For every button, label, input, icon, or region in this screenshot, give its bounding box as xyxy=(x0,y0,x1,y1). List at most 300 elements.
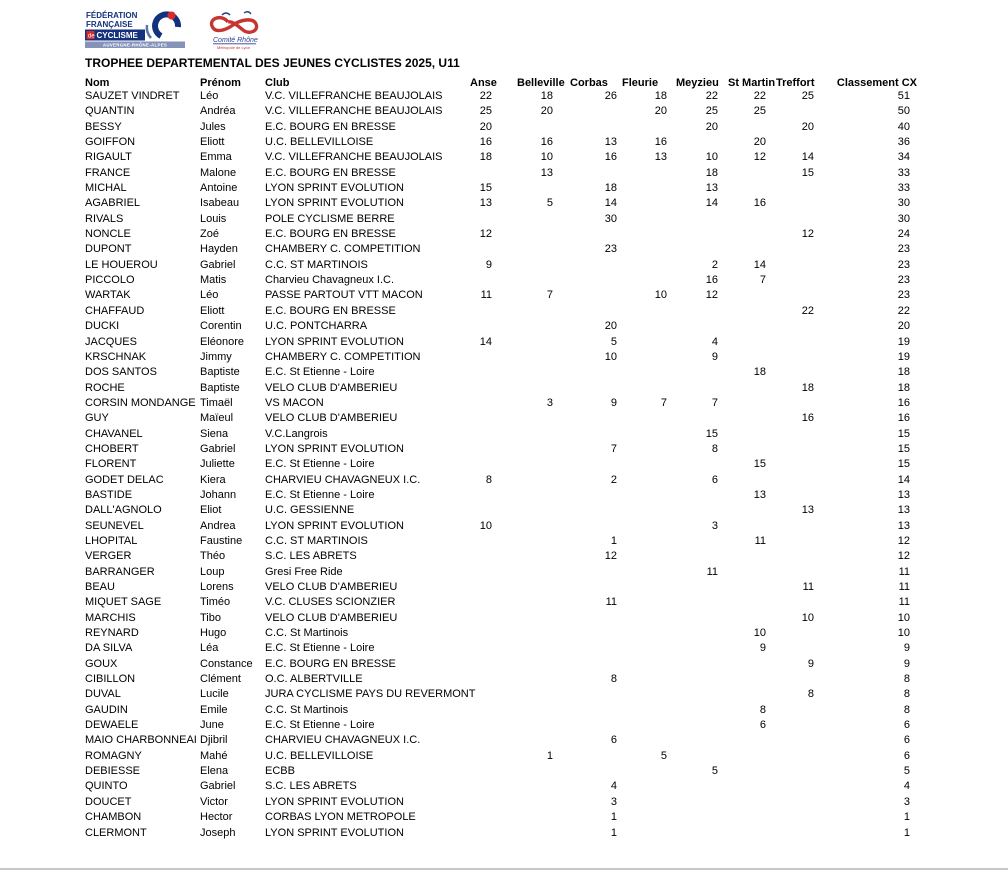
cell-anse xyxy=(463,488,510,503)
cell-club: S.C. LES ABRETS xyxy=(265,780,357,793)
cell-anse xyxy=(463,427,510,442)
cell-club: C.C. ST MARTINOIS xyxy=(265,258,368,271)
cell-treffort: 20 xyxy=(801,120,814,133)
cell-meyzieu xyxy=(668,626,720,641)
cell-treffort xyxy=(768,534,816,549)
cell-anse xyxy=(463,381,510,396)
cell-st-martin: 11 xyxy=(754,534,766,547)
cell-st-martin: 8 xyxy=(759,703,766,716)
cell-belleville xyxy=(510,519,565,534)
cell-treffort xyxy=(768,212,816,227)
cell-nom: BASTIDE xyxy=(85,488,133,501)
cell-prenom: Maïeul xyxy=(200,412,234,425)
cell-prenom: Victor xyxy=(200,795,228,808)
table-row xyxy=(85,795,923,810)
cell-nom: DOUCET xyxy=(85,795,132,808)
cell-prenom: Léo xyxy=(200,289,219,302)
cell-belleville xyxy=(510,657,565,672)
cell-club: E.C. BOURG EN BRESSE xyxy=(265,120,396,133)
cell-prenom: Hayden xyxy=(200,243,238,256)
cell-prenom: Emile xyxy=(200,703,228,716)
table-row xyxy=(85,457,923,472)
cell-meyzieu xyxy=(668,703,720,718)
cell-st-martin xyxy=(720,166,768,181)
cell-st-martin xyxy=(720,826,768,841)
cell-classement-cx: 6 xyxy=(903,749,910,762)
cell-nom: JACQUES xyxy=(85,335,137,348)
cell-belleville xyxy=(510,733,565,748)
table-row xyxy=(85,196,923,211)
cell-corbas xyxy=(565,488,622,503)
cell-st-martin: 10 xyxy=(753,627,766,640)
cell-fleurie xyxy=(622,580,668,595)
cell-fleurie xyxy=(622,473,668,488)
cell-fleurie xyxy=(622,120,668,135)
cell-club: CHARVIEU CHAVAGNEUX I.C. xyxy=(265,473,421,486)
cell-prenom: Timéo xyxy=(200,596,231,609)
cell-treffort xyxy=(768,519,816,534)
cell-nom: PICCOLO xyxy=(85,274,135,287)
cell-meyzieu xyxy=(668,795,720,810)
cell-st-martin xyxy=(720,381,768,396)
table-row xyxy=(85,503,923,518)
cell-belleville xyxy=(510,411,565,426)
cell-club: V.C. VILLEFRANCHE BEAUJOLAIS xyxy=(265,151,443,164)
cell-nom: SEUNEVEL xyxy=(85,519,144,532)
cell-anse xyxy=(463,365,510,380)
cell-prenom: Siena xyxy=(200,427,229,440)
cell-prenom: Constance xyxy=(200,657,253,670)
ffc-logo-region: AUVERGNE-RHÔNE-ALPES xyxy=(102,42,168,48)
cell-corbas: 5 xyxy=(610,335,617,348)
cell-meyzieu xyxy=(668,580,720,595)
table-row xyxy=(85,611,923,626)
cell-fleurie xyxy=(622,503,668,518)
cell-fleurie xyxy=(622,626,668,641)
cell-classement-cx: 11 xyxy=(898,565,910,578)
cell-corbas xyxy=(565,288,622,303)
cell-nom: BARRANGER xyxy=(85,565,155,578)
cell-classement-cx: 16 xyxy=(897,412,910,425)
cell-belleville xyxy=(510,442,565,457)
cell-club: E.C. BOURG EN BRESSE xyxy=(265,657,396,670)
cell-belleville: 7 xyxy=(546,289,553,302)
cell-treffort: 9 xyxy=(807,657,814,670)
cell-fleurie: 20 xyxy=(654,105,667,118)
cell-treffort xyxy=(768,350,816,365)
table-row xyxy=(85,826,923,841)
cell-st-martin xyxy=(720,427,768,442)
cell-st-martin xyxy=(720,580,768,595)
cell-fleurie: 10 xyxy=(654,289,667,302)
cell-classement-cx: 19 xyxy=(897,350,910,363)
cell-belleville xyxy=(510,826,565,841)
cell-fleurie: 7 xyxy=(660,396,667,409)
cell-st-martin xyxy=(720,503,768,518)
cell-st-martin: 20 xyxy=(753,136,766,149)
cell-classement-cx: 13 xyxy=(897,504,910,517)
cell-club: JURA CYCLISME PAYS DU REVERMONT xyxy=(265,688,476,701)
cell-meyzieu: 15 xyxy=(705,427,718,440)
cell-st-martin xyxy=(720,350,768,365)
table-row xyxy=(85,534,923,549)
cell-st-martin xyxy=(720,442,768,457)
table-row xyxy=(85,749,923,764)
cell-belleville xyxy=(510,350,565,365)
cell-nom: CORSIN MONDANGE xyxy=(85,396,196,409)
cell-classement-cx: 8 xyxy=(903,688,910,701)
cell-nom: DUCKI xyxy=(85,320,120,333)
comite-rhone-logo xyxy=(204,9,264,52)
cell-st-martin xyxy=(720,335,768,350)
cell-nom: RIVALS xyxy=(85,212,124,225)
cell-fleurie xyxy=(622,457,668,472)
cell-fleurie xyxy=(622,795,668,810)
cell-club: VELO CLUB D'AMBERIEU xyxy=(265,581,398,593)
cell-treffort: 10 xyxy=(801,611,814,624)
cell-belleville xyxy=(510,427,565,442)
col-header-belleville: Belleville xyxy=(517,77,565,89)
table-row xyxy=(85,626,923,641)
cell-belleville xyxy=(510,319,565,334)
cell-corbas xyxy=(565,519,622,534)
cell-treffort xyxy=(768,565,816,580)
cell-belleville xyxy=(510,580,565,595)
cell-nom: DEBIESSE xyxy=(85,765,141,778)
table-row xyxy=(85,104,923,119)
cell-belleville xyxy=(510,258,565,273)
table-row xyxy=(85,672,923,687)
cell-st-martin xyxy=(720,120,768,135)
cell-nom: DOS SANTOS xyxy=(85,366,157,379)
table-row xyxy=(85,350,923,365)
table-row xyxy=(85,473,923,488)
cell-anse: 15 xyxy=(479,182,492,195)
cell-treffort xyxy=(768,442,816,457)
cell-classement-cx: 11 xyxy=(898,581,910,593)
cell-fleurie xyxy=(622,733,668,748)
cell-meyzieu: 6 xyxy=(711,473,718,486)
cell-prenom: Zoé xyxy=(200,228,219,241)
cell-corbas: 20 xyxy=(604,320,617,333)
cell-prenom: Baptiste xyxy=(200,381,240,394)
cell-meyzieu xyxy=(668,319,720,334)
cell-treffort xyxy=(768,396,816,411)
cell-st-martin: 25 xyxy=(753,105,766,118)
cell-corbas xyxy=(565,703,622,718)
cell-anse xyxy=(463,611,510,626)
cell-st-martin xyxy=(720,672,768,687)
cell-fleurie xyxy=(622,534,668,549)
cell-st-martin xyxy=(720,733,768,748)
cell-fleurie xyxy=(622,703,668,718)
col-header-treffort: Treffort xyxy=(776,77,815,89)
col-header-anse: Anse xyxy=(470,77,497,89)
cell-prenom: Matis xyxy=(200,274,227,287)
cell-treffort xyxy=(768,319,816,334)
window-bottom-border xyxy=(0,868,1008,870)
cell-belleville xyxy=(510,626,565,641)
cell-meyzieu xyxy=(668,135,720,150)
cell-meyzieu xyxy=(668,779,720,794)
cell-fleurie xyxy=(622,319,668,334)
table-row xyxy=(85,687,923,702)
cell-classement-cx: 40 xyxy=(897,120,910,133)
cell-belleville xyxy=(510,488,565,503)
table-row xyxy=(85,365,923,380)
cell-nom: LE HOUEROU xyxy=(85,258,158,271)
cell-meyzieu xyxy=(668,826,720,841)
cell-treffort xyxy=(768,427,816,442)
cell-club: LYON SPRINT EVOLUTION xyxy=(265,335,404,348)
cell-classement-cx: 4 xyxy=(903,780,910,793)
cell-nom: CHAVANEL xyxy=(85,427,143,440)
cell-corbas xyxy=(565,381,622,396)
cell-nom: ROMAGNY xyxy=(85,749,142,762)
cell-meyzieu: 18 xyxy=(705,166,718,179)
cell-belleville xyxy=(510,365,565,380)
cell-nom: CLERMONT xyxy=(85,826,147,839)
cell-st-martin: 9 xyxy=(759,642,766,655)
cell-corbas xyxy=(565,365,622,380)
cell-treffort xyxy=(768,196,816,211)
cell-prenom: Jules xyxy=(200,120,226,133)
cell-prenom: Emma xyxy=(200,151,232,164)
cell-treffort xyxy=(768,258,816,273)
cell-club: VS MACON xyxy=(265,396,324,409)
page-title: TROPHEE DEPARTEMENTAL DES JEUNES CYCLISTES 2025, U11 xyxy=(85,56,460,70)
cell-classement-cx: 16 xyxy=(897,396,910,409)
cell-meyzieu xyxy=(668,657,720,672)
cell-fleurie: 18 xyxy=(654,90,667,102)
cell-belleville xyxy=(510,304,565,319)
cell-anse xyxy=(463,304,510,319)
cell-belleville: 3 xyxy=(546,396,553,409)
cell-club: E.C. BOURG EN BRESSE xyxy=(265,166,396,179)
cell-prenom: Clément xyxy=(200,673,241,686)
cell-corbas: 11 xyxy=(605,596,617,609)
cell-classement-cx: 1 xyxy=(903,826,910,839)
cell-classement-cx: 11 xyxy=(898,596,910,609)
ffc-helmet-icon xyxy=(168,12,176,20)
header-logos xyxy=(85,9,925,52)
cell-st-martin xyxy=(720,779,768,794)
cell-prenom: Timaël xyxy=(200,396,233,409)
table-row xyxy=(85,166,923,181)
table-row xyxy=(85,733,923,748)
table-row xyxy=(85,657,923,672)
table-row xyxy=(85,319,923,334)
cell-anse: 18 xyxy=(479,151,492,164)
cell-belleville xyxy=(510,457,565,472)
cell-meyzieu: 3 xyxy=(711,519,718,532)
cell-prenom: Corentin xyxy=(200,320,242,333)
col-header-classement-cx: Classement CX xyxy=(836,77,917,89)
cell-belleville xyxy=(510,273,565,288)
cell-treffort xyxy=(768,549,816,564)
cell-st-martin xyxy=(720,181,768,196)
cell-fleurie xyxy=(622,212,668,227)
cell-corbas: 1 xyxy=(610,534,617,547)
cell-treffort xyxy=(768,733,816,748)
cell-classement-cx: 15 xyxy=(897,442,910,455)
cell-treffort xyxy=(768,749,816,764)
cell-belleville xyxy=(510,242,565,257)
ffc-logo xyxy=(85,9,185,48)
cell-treffort xyxy=(768,779,816,794)
cell-meyzieu xyxy=(668,595,720,610)
cell-classement-cx: 23 xyxy=(897,258,910,271)
cell-classement-cx: 23 xyxy=(897,289,910,302)
cell-meyzieu xyxy=(668,810,720,825)
cell-corbas: 18 xyxy=(604,182,617,195)
cell-fleurie xyxy=(622,350,668,365)
cell-prenom: Eliott xyxy=(200,136,225,149)
cell-belleville xyxy=(510,181,565,196)
cell-club: U.C. BELLEVILLOISE xyxy=(265,749,374,762)
cell-anse xyxy=(463,733,510,748)
table-row xyxy=(85,595,923,610)
cell-treffort xyxy=(768,288,816,303)
cell-classement-cx: 12 xyxy=(897,534,910,547)
cell-fleurie xyxy=(622,657,668,672)
cell-prenom: Johann xyxy=(200,488,237,501)
cell-club: E.C. St Etienne - Loire xyxy=(265,458,375,471)
cell-corbas xyxy=(565,457,622,472)
col-header-nom: Nom xyxy=(85,77,110,89)
cell-anse xyxy=(463,718,510,733)
cell-treffort xyxy=(768,457,816,472)
cell-corbas: 12 xyxy=(604,550,617,563)
cell-classement-cx: 51 xyxy=(897,90,910,102)
cell-anse: 20 xyxy=(479,120,492,133)
cell-nom: CHOBERT xyxy=(85,442,139,455)
cell-prenom: Lorens xyxy=(200,581,234,593)
cell-prenom: Baptiste xyxy=(200,366,240,379)
cell-nom: GUY xyxy=(85,412,109,425)
table-row xyxy=(85,718,923,733)
cell-meyzieu xyxy=(668,611,720,626)
cell-belleville xyxy=(510,381,565,396)
cell-anse xyxy=(463,795,510,810)
cell-st-martin xyxy=(720,595,768,610)
table-row xyxy=(85,703,923,718)
cell-treffort: 8 xyxy=(807,688,814,701)
cell-nom: QUANTIN xyxy=(85,105,135,118)
cell-fleurie: 16 xyxy=(654,136,667,149)
cell-corbas: 1 xyxy=(610,826,617,839)
cell-belleville: 16 xyxy=(540,136,553,149)
cell-club: U.C. GESSIENNE xyxy=(265,504,355,517)
cell-nom: QUINTO xyxy=(85,780,128,793)
cell-st-martin xyxy=(720,242,768,257)
cell-anse xyxy=(463,549,510,564)
cell-classement-cx: 30 xyxy=(897,197,910,210)
cell-anse xyxy=(463,565,510,580)
table-row xyxy=(85,212,923,227)
cell-club: V.C. CLUSES SCIONZIER xyxy=(265,596,396,609)
cell-prenom: Eliot xyxy=(200,504,222,517)
cell-meyzieu xyxy=(668,672,720,687)
cell-corbas: 14 xyxy=(604,197,617,210)
table-row xyxy=(85,549,923,564)
cell-prenom: Jimmy xyxy=(200,350,232,363)
ffc-logo-de: de xyxy=(88,33,95,40)
cell-anse xyxy=(463,703,510,718)
cell-st-martin: 7 xyxy=(759,274,766,287)
table-row xyxy=(85,304,923,319)
col-header-club: Club xyxy=(265,77,290,89)
cell-meyzieu xyxy=(668,549,720,564)
cell-corbas xyxy=(565,580,622,595)
cell-fleurie xyxy=(622,826,668,841)
cell-anse xyxy=(463,749,510,764)
cell-corbas xyxy=(565,503,622,518)
cell-nom: NONCLE xyxy=(85,228,131,241)
cell-prenom: Juliette xyxy=(200,458,235,471)
cell-prenom: Tibo xyxy=(200,611,221,624)
cell-nom: CIBILLON xyxy=(85,673,136,686)
cell-corbas: 9 xyxy=(610,396,617,409)
cell-anse xyxy=(463,273,510,288)
cell-belleville xyxy=(510,212,565,227)
cell-treffort: 18 xyxy=(801,381,814,394)
cell-club: CHAMBERY C. COMPETITION xyxy=(265,243,421,256)
cell-belleville: 13 xyxy=(540,166,553,179)
cell-anse xyxy=(463,166,510,181)
cell-meyzieu xyxy=(668,503,720,518)
cell-classement-cx: 15 xyxy=(897,458,910,471)
cell-corbas xyxy=(565,764,622,779)
cell-belleville xyxy=(510,718,565,733)
ffc-logo-line3: CYCLISME xyxy=(96,31,138,40)
cell-st-martin xyxy=(720,319,768,334)
cell-st-martin xyxy=(720,519,768,534)
results-table xyxy=(85,72,923,841)
cell-belleville xyxy=(510,120,565,135)
cell-club: LYON SPRINT EVOLUTION xyxy=(265,197,404,210)
cell-belleville xyxy=(510,764,565,779)
cell-nom: MAIO CHARBONNEAI xyxy=(85,734,197,747)
cell-prenom: Léa xyxy=(200,642,219,655)
cell-nom: VERGER xyxy=(85,550,132,563)
cell-st-martin xyxy=(720,288,768,303)
cell-meyzieu: 7 xyxy=(711,396,718,409)
cell-anse xyxy=(463,396,510,411)
cell-prenom: Eliott xyxy=(200,304,225,317)
cell-st-martin xyxy=(720,795,768,810)
cell-corbas: 6 xyxy=(610,734,617,747)
cell-prenom: Elena xyxy=(200,765,229,778)
cell-meyzieu: 20 xyxy=(705,120,718,133)
cell-classement-cx: 33 xyxy=(897,166,910,179)
cell-fleurie xyxy=(622,641,668,656)
cell-anse: 11 xyxy=(480,289,492,302)
cell-anse: 22 xyxy=(479,90,492,102)
cell-fleurie: 13 xyxy=(654,151,667,164)
cell-anse: 14 xyxy=(479,335,492,348)
cell-classement-cx: 33 xyxy=(897,182,910,195)
cell-belleville xyxy=(510,595,565,610)
cell-classement-cx: 12 xyxy=(897,550,910,563)
cell-club: O.C. ALBERTVILLE xyxy=(265,673,363,686)
cell-club: E.C. St Etienne - Loire xyxy=(265,642,375,655)
cell-treffort: 25 xyxy=(801,90,814,102)
cell-corbas xyxy=(565,611,622,626)
cell-anse: 13 xyxy=(479,197,492,210)
cell-club: V.C.Langrois xyxy=(265,427,328,440)
cell-meyzieu: 25 xyxy=(705,105,718,118)
